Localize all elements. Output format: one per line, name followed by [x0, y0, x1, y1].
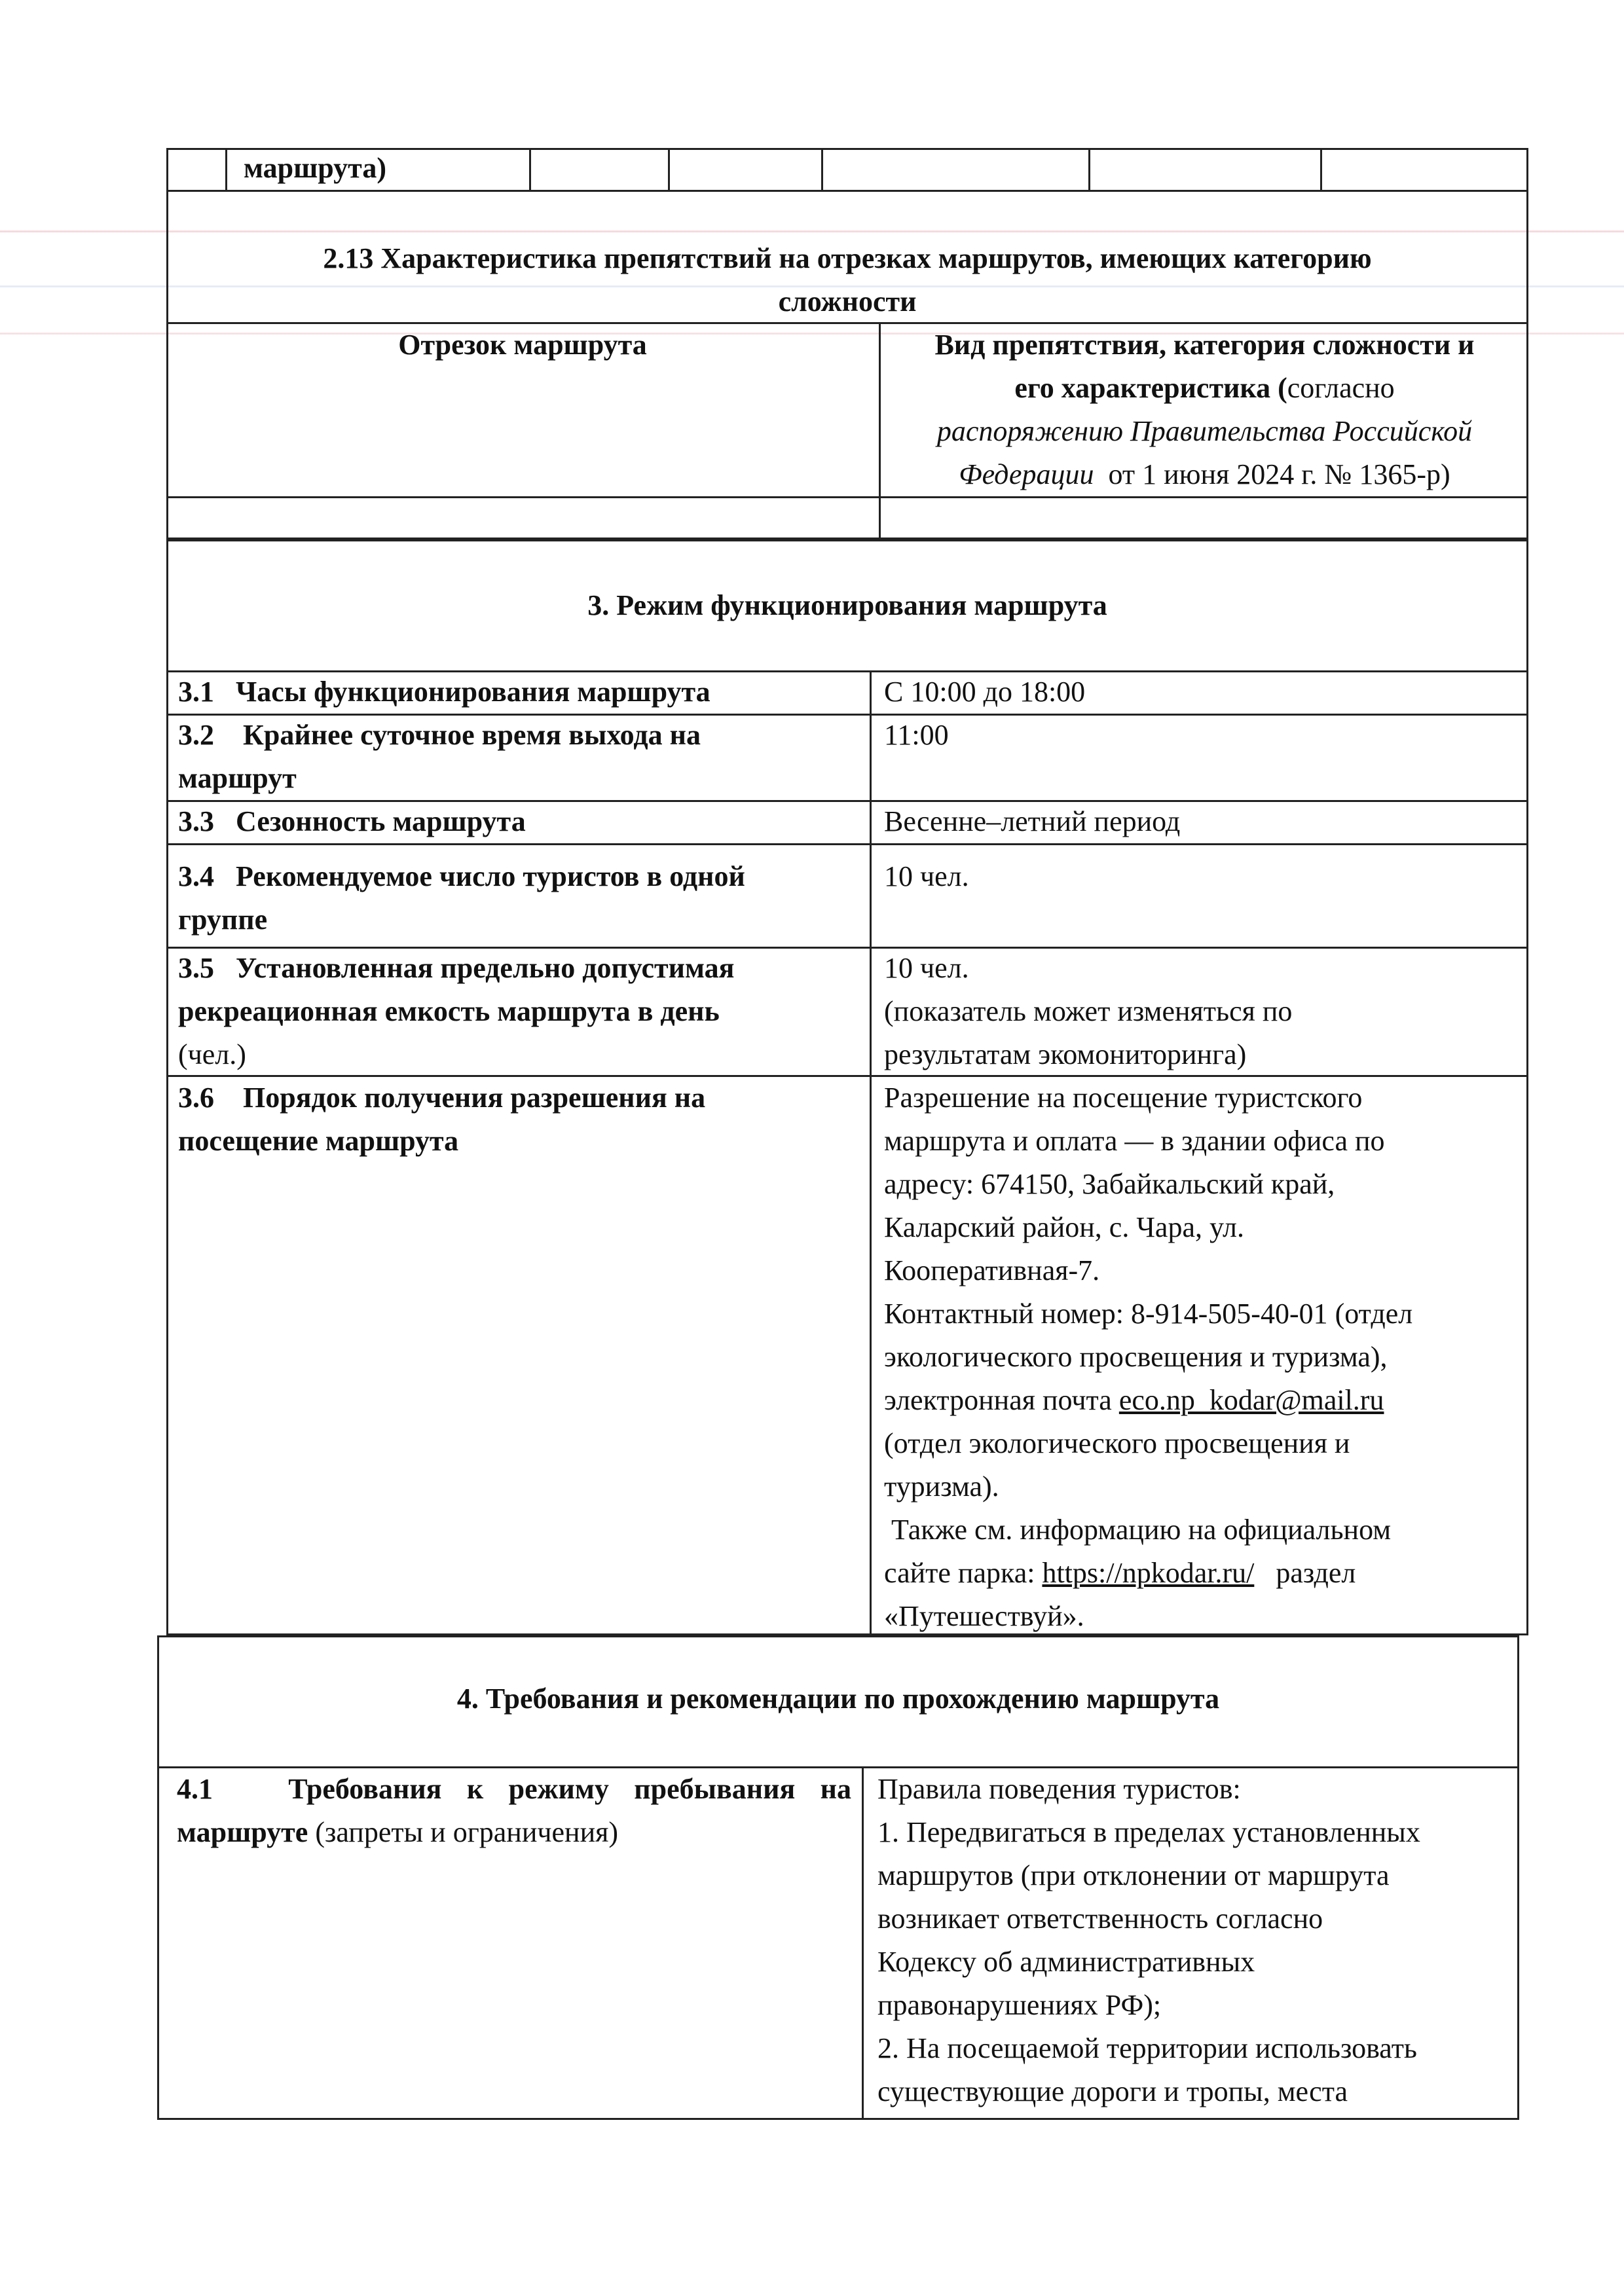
section-4-title: 4. Требования и рекомендации по прохождению маршрута — [456, 1683, 1220, 1715]
row-3-6-value: Разрешение на посещение туристского маршрута и оплата — в здании офиса по адресу: 674150, Забайкальский край, Каларский район, с. Чара, ул. Кооперативная-7. Контактный номер: 8-914-505-40-01 (отдел экологического просвещения и туризма), электронная почта eco.np_kodar@mail.ru (отдел экологического просвещения и туризма). Также см. информацию на официальном сайте парка: https://npkodar.ru/ раздел «Путешествуй». — [884, 1082, 1413, 1632]
row-3-5-label: 3.5 Установленная предельно допустимая рекреационная емкость маршрута в день (чел.) — [178, 952, 735, 1070]
table-rule — [862, 1766, 864, 2120]
col-header-route-segment: Отрезок маршрута — [398, 329, 647, 361]
row-3-2-value: 11:00 — [884, 719, 949, 751]
table-rule — [870, 670, 872, 1635]
section-2-13-title: 2.13 Характеристика препятствий на отрезках маршрутов, имеющих категорию сложности — [323, 242, 1372, 318]
table-rule — [166, 843, 1528, 845]
row-3-6-label: 3.6 Порядок получения разрешения на посещение маршрута — [178, 1082, 706, 1157]
row-3-1-value: С 10:00 до 18:00 — [884, 676, 1086, 708]
row-4-1-value: Правила поведения туристов: 1. Передвигаться в пределах установленных маршрутов (при отклонении от маршрута возникает ответственность согласно Кодексу об административных правонарушениях РФ); 2. На посещаемой территории использовать существующие дороги и тропы, места — [877, 1773, 1420, 2107]
row-3-5-value: 10 чел. (показатель может изменяться по результатам экомониторинга) — [884, 952, 1293, 1070]
row-3-3-label: 3.3 Сезонность маршрута — [178, 805, 526, 837]
row-3-4-value: 10 чел. — [884, 860, 969, 892]
table-rule — [166, 190, 1528, 192]
website-link[interactable]: https://npkodar.ru/ — [1042, 1557, 1255, 1589]
table-rule — [668, 148, 670, 191]
row-3-1-label: 3.1 Часы функционирования маршрута — [178, 676, 710, 708]
table-rule — [821, 148, 823, 191]
row-3-4-label: 3.4 Рекомендуемое число туристов в одной группе — [178, 860, 745, 936]
row-3-3-value: Весенне–летний период — [884, 805, 1181, 837]
table-rule — [1088, 148, 1090, 191]
table-rule — [166, 496, 1528, 498]
table-rule — [529, 148, 531, 191]
top-row-text: маршрута) — [244, 152, 386, 184]
row-3-2-label: 3.2 Крайнее суточное время выхода на маршрут — [178, 719, 701, 794]
col-header-obstacle: Вид препятствия, категория сложности и его характеристика (согласно распоряжению Правительства Российской Федерации от 1 июня 2024 г. № 1365-р) — [934, 329, 1475, 490]
email-link[interactable]: eco.np_kodar@mail.ru — [1118, 1384, 1384, 1416]
section-3-title: 3. Режим функционирования маршрута — [587, 589, 1107, 621]
table-rule — [225, 148, 227, 191]
row-4-1-label: 4.1 Требования к режиму пребывания на маршруте (запреты и ограничения) — [177, 1773, 852, 1848]
table-rule — [1320, 148, 1322, 191]
